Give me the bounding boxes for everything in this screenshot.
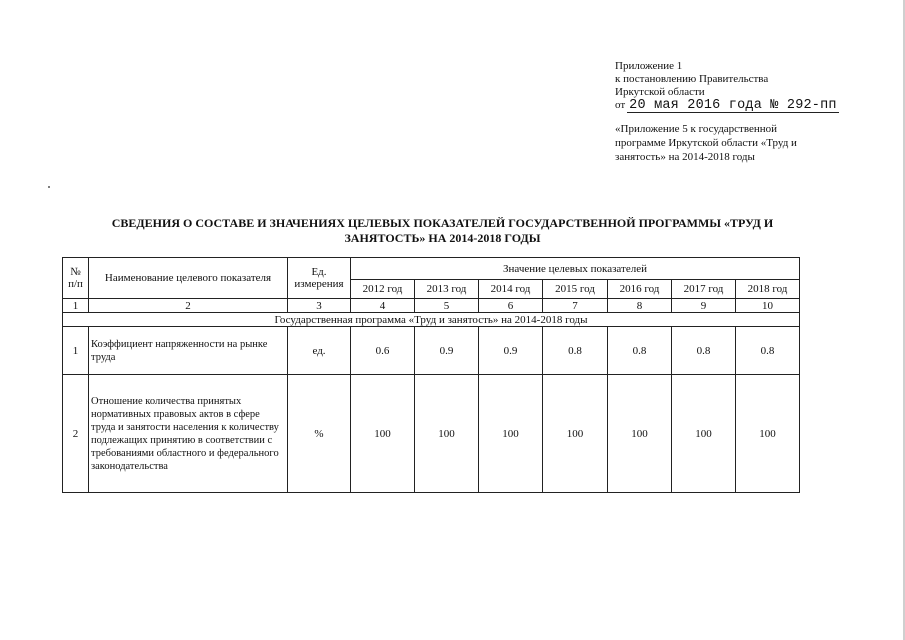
column-number: 4 [351,299,415,313]
header-unit: Ед. измерения [288,258,351,299]
document-title: СВЕДЕНИЯ О СОСТАВЕ И ЗНАЧЕНИЯХ ЦЕЛЕВЫХ ПОКАЗАТЕЛЕЙ ГОСУДАРСТВЕННОЙ ПРОГРАММЫ «ТРУД И ЗАНЯТОСТЬ» НА 2014-2018 ГОДЫ [111,216,774,245]
section-row [63,313,800,327]
table-row [63,375,800,493]
row-value: 0.8 [672,327,736,375]
appendix-5-block: «Приложение 5 к государственной программе Иркутской области «Труд и занятость» на 2014-2018 годы [615,123,797,163]
column-number: 8 [608,299,672,313]
row-indicator-name: Коэффициент напряженности на рынке труда [89,327,288,375]
row-value: 0.8 [608,327,672,375]
header-year: 2012 год [351,280,415,299]
section-title: Государственная программа «Труд и занятость» на 2014-2018 годы [63,313,800,327]
column-number: 6 [479,299,543,313]
appendix-1-line-2: к постановлению Правительства [615,73,769,85]
row-value: 0.8 [543,327,608,375]
decree-row [615,99,845,113]
column-numbers-row [63,299,800,313]
row-num: 2 [63,375,89,493]
row-value: 100 [608,375,672,493]
table-row [63,327,800,375]
row-value: 100 [543,375,608,493]
column-number: 2 [89,299,288,313]
column-number: 7 [543,299,608,313]
row-num: 1 [63,327,89,375]
row-unit: ед. [288,327,351,375]
header-num: № п/п [63,258,89,299]
row-unit: % [288,375,351,493]
appendix-1-line-3: Иркутской области [615,86,705,98]
header-name: Наименование целевого показателя [89,258,288,299]
header-year: 2013 год [415,280,479,299]
header-year: 2017 год [672,280,736,299]
decree-number: 20 мая 2016 года № 292-пп [629,98,837,113]
header-values-group: Значение целевых показателей [351,258,800,280]
row-value: 0.8 [736,327,800,375]
row-value: 0.9 [479,327,543,375]
row-value: 100 [672,375,736,493]
column-number: 5 [415,299,479,313]
indicators-table [62,257,800,493]
column-number: 9 [672,299,736,313]
appendix-1-title: Приложение 1 [615,60,683,72]
row-value: 100 [415,375,479,493]
row-value: 100 [351,375,415,493]
decree-from-prefix: от [615,99,626,111]
header-year: 2018 год [736,280,800,299]
row-value: 0.9 [415,327,479,375]
header-year: 2014 год [479,280,543,299]
row-value: 100 [736,375,800,493]
column-number: 10 [736,299,800,313]
row-value: 100 [479,375,543,493]
column-number: 3 [288,299,351,313]
scan-speck [48,186,50,188]
table-header-row-1 [63,258,800,280]
header-year: 2016 год [608,280,672,299]
row-value: 0.6 [351,327,415,375]
appendix-1-block [615,60,845,113]
header-year: 2015 год [543,280,608,299]
column-number: 1 [63,299,89,313]
row-indicator-name: Отношение количества принятых нормативных правовых актов в сфере труда и занятости населения к количеству подлежащих принятию в соответствии с требованиями областного и федерального законодательства [89,375,288,493]
